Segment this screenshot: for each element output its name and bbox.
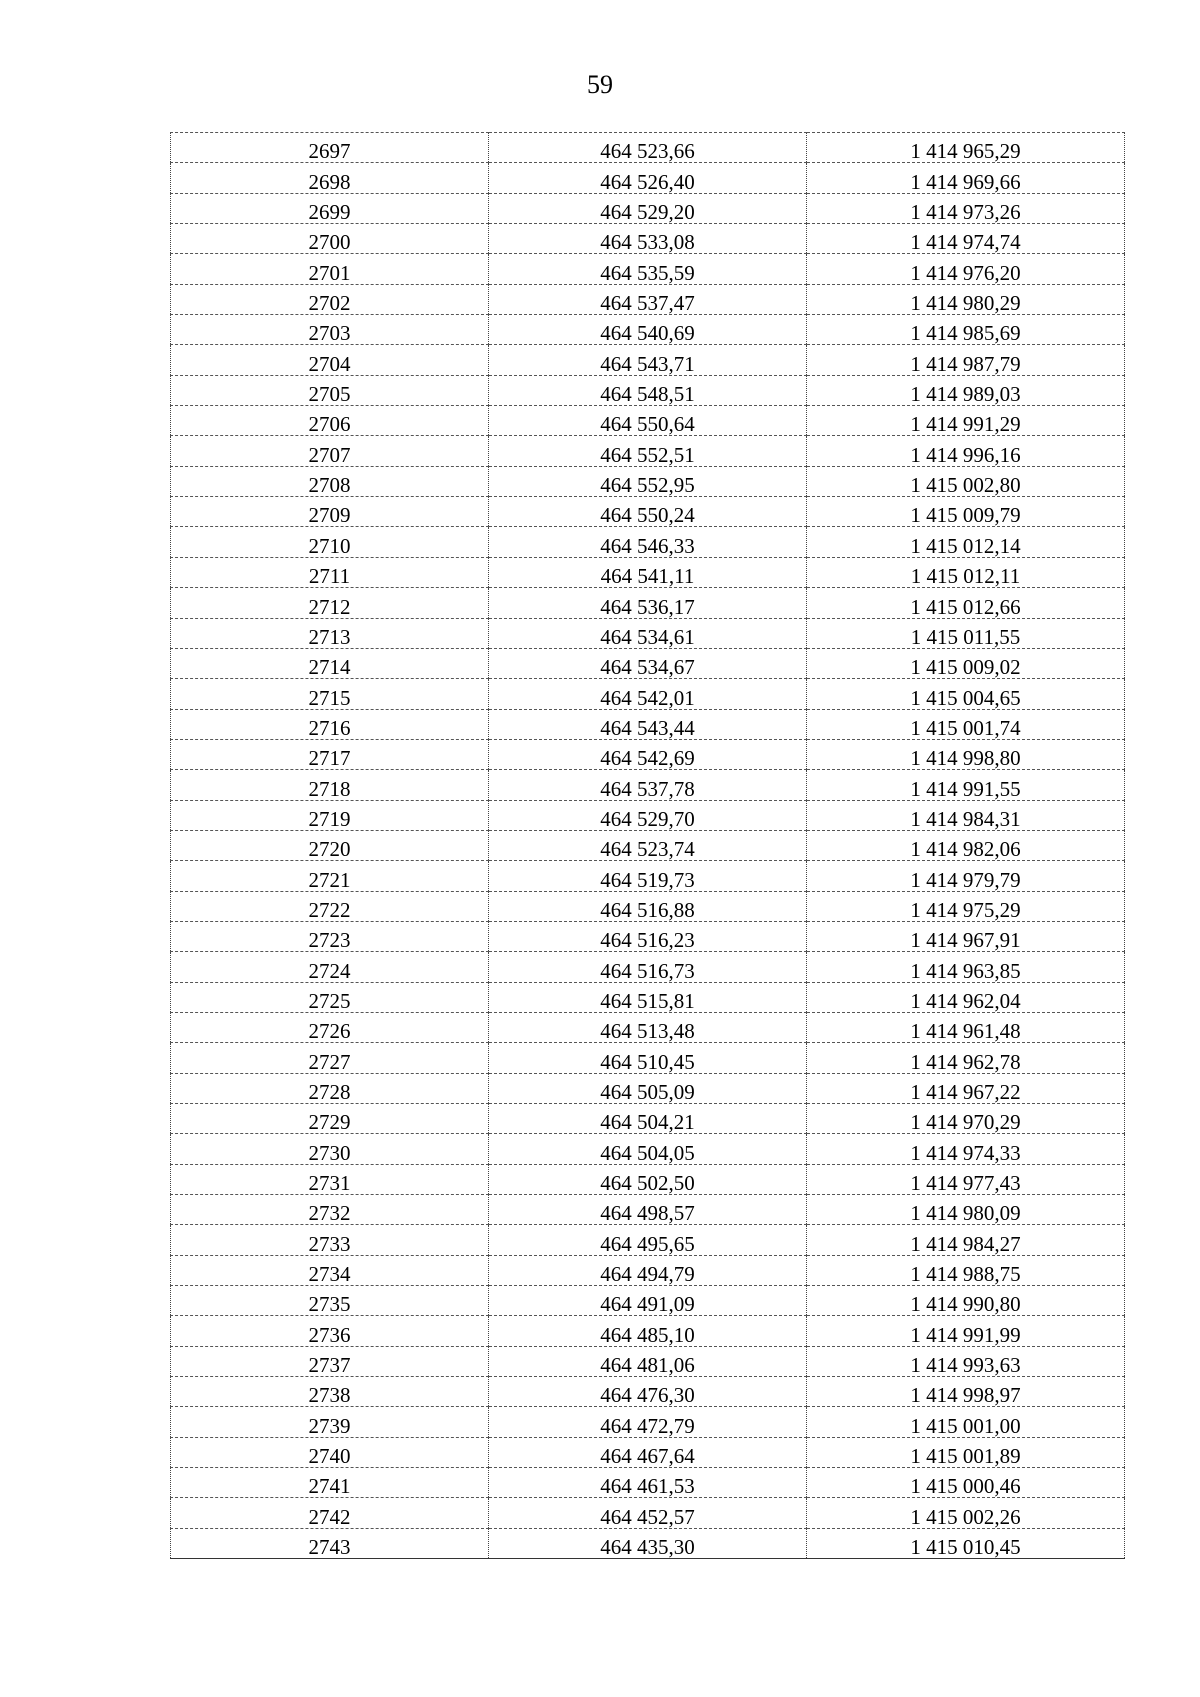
y-coordinate-cell: 1 414 963,85 (807, 952, 1125, 982)
x-coordinate-cell: 464 476,30 (489, 1377, 807, 1407)
point-number-cell: 2730 (171, 1134, 489, 1164)
point-number-cell: 2732 (171, 1195, 489, 1225)
table-row (171, 1407, 1125, 1437)
x-coordinate-cell: 464 529,20 (489, 193, 807, 223)
table-row (171, 557, 1125, 587)
table-row (171, 952, 1125, 982)
point-number-cell: 2700 (171, 224, 489, 254)
table-row (171, 1225, 1125, 1255)
x-coordinate-cell: 464 516,23 (489, 921, 807, 951)
x-coordinate-cell: 464 546,33 (489, 527, 807, 557)
point-number-cell: 2740 (171, 1437, 489, 1467)
y-coordinate-cell: 1 414 996,16 (807, 436, 1125, 466)
point-number-cell: 2725 (171, 982, 489, 1012)
y-coordinate-cell: 1 414 965,29 (807, 133, 1125, 163)
x-coordinate-cell: 464 543,71 (489, 345, 807, 375)
point-number-cell: 2728 (171, 1073, 489, 1103)
point-number-cell: 2722 (171, 891, 489, 921)
x-coordinate-cell: 464 534,61 (489, 618, 807, 648)
table-row (171, 1346, 1125, 1376)
x-coordinate-cell: 464 510,45 (489, 1043, 807, 1073)
table-row (171, 193, 1125, 223)
y-coordinate-cell: 1 414 993,63 (807, 1346, 1125, 1376)
y-coordinate-cell: 1 415 012,14 (807, 527, 1125, 557)
table-row (171, 1255, 1125, 1285)
y-coordinate-cell: 1 415 001,74 (807, 709, 1125, 739)
point-number-cell: 2735 (171, 1286, 489, 1316)
x-coordinate-cell: 464 537,47 (489, 284, 807, 314)
y-coordinate-cell: 1 414 967,22 (807, 1073, 1125, 1103)
point-number-cell: 2702 (171, 284, 489, 314)
x-coordinate-cell: 464 537,78 (489, 770, 807, 800)
point-number-cell: 2733 (171, 1225, 489, 1255)
point-number-cell: 2729 (171, 1104, 489, 1134)
y-coordinate-cell: 1 414 987,79 (807, 345, 1125, 375)
x-coordinate-cell: 464 548,51 (489, 375, 807, 405)
point-number-cell: 2717 (171, 739, 489, 769)
y-coordinate-cell: 1 415 001,00 (807, 1407, 1125, 1437)
y-coordinate-cell: 1 414 970,29 (807, 1104, 1125, 1134)
table-row (171, 1468, 1125, 1498)
x-coordinate-cell: 464 534,67 (489, 648, 807, 678)
x-coordinate-cell: 464 542,69 (489, 739, 807, 769)
y-coordinate-cell: 1 414 984,31 (807, 800, 1125, 830)
point-number-cell: 2724 (171, 952, 489, 982)
point-number-cell: 2705 (171, 375, 489, 405)
x-coordinate-cell: 464 467,64 (489, 1437, 807, 1467)
y-coordinate-cell: 1 414 976,20 (807, 254, 1125, 284)
table-row (171, 1377, 1125, 1407)
x-coordinate-cell: 464 502,50 (489, 1164, 807, 1194)
table-row (171, 1012, 1125, 1042)
y-coordinate-cell: 1 414 962,78 (807, 1043, 1125, 1073)
point-number-cell: 2726 (171, 1012, 489, 1042)
table-row (171, 861, 1125, 891)
x-coordinate-cell: 464 452,57 (489, 1498, 807, 1528)
x-coordinate-cell: 464 542,01 (489, 679, 807, 709)
point-number-cell: 2721 (171, 861, 489, 891)
point-number-cell: 2714 (171, 648, 489, 678)
table-row (171, 770, 1125, 800)
point-number-cell: 2707 (171, 436, 489, 466)
point-number-cell: 2727 (171, 1043, 489, 1073)
y-coordinate-cell: 1 414 984,27 (807, 1225, 1125, 1255)
x-coordinate-cell: 464 529,70 (489, 800, 807, 830)
table-row (171, 679, 1125, 709)
y-coordinate-cell: 1 415 012,11 (807, 557, 1125, 587)
y-coordinate-cell: 1 414 989,03 (807, 375, 1125, 405)
x-coordinate-cell: 464 516,73 (489, 952, 807, 982)
point-number-cell: 2743 (171, 1528, 489, 1558)
table-row (171, 618, 1125, 648)
y-coordinate-cell: 1 414 990,80 (807, 1286, 1125, 1316)
y-coordinate-cell: 1 414 961,48 (807, 1012, 1125, 1042)
table-row (171, 739, 1125, 769)
table-row (171, 375, 1125, 405)
x-coordinate-cell: 464 498,57 (489, 1195, 807, 1225)
point-number-cell: 2718 (171, 770, 489, 800)
y-coordinate-cell: 1 414 991,55 (807, 770, 1125, 800)
point-number-cell: 2716 (171, 709, 489, 739)
x-coordinate-cell: 464 513,48 (489, 1012, 807, 1042)
point-number-cell: 2709 (171, 497, 489, 527)
table-row (171, 133, 1125, 163)
x-coordinate-cell: 464 516,88 (489, 891, 807, 921)
point-number-cell: 2701 (171, 254, 489, 284)
x-coordinate-cell: 464 504,05 (489, 1134, 807, 1164)
point-number-cell: 2742 (171, 1498, 489, 1528)
x-coordinate-cell: 464 526,40 (489, 163, 807, 193)
x-coordinate-cell: 464 485,10 (489, 1316, 807, 1346)
point-number-cell: 2710 (171, 527, 489, 557)
x-coordinate-cell: 464 552,95 (489, 466, 807, 496)
point-number-cell: 2699 (171, 193, 489, 223)
y-coordinate-cell: 1 414 985,69 (807, 315, 1125, 345)
x-coordinate-cell: 464 435,30 (489, 1528, 807, 1558)
table-row (171, 830, 1125, 860)
table-row (171, 891, 1125, 921)
table-row (171, 163, 1125, 193)
x-coordinate-cell: 464 519,73 (489, 861, 807, 891)
y-coordinate-cell: 1 414 991,99 (807, 1316, 1125, 1346)
x-coordinate-cell: 464 515,81 (489, 982, 807, 1012)
point-number-cell: 2697 (171, 133, 489, 163)
point-number-cell: 2706 (171, 406, 489, 436)
table-row (171, 497, 1125, 527)
point-number-cell: 2698 (171, 163, 489, 193)
point-number-cell: 2720 (171, 830, 489, 860)
point-number-cell: 2723 (171, 921, 489, 951)
x-coordinate-cell: 464 550,64 (489, 406, 807, 436)
table-row (171, 648, 1125, 678)
y-coordinate-cell: 1 414 980,09 (807, 1195, 1125, 1225)
coordinates-table (170, 132, 1125, 1559)
x-coordinate-cell: 464 533,08 (489, 224, 807, 254)
x-coordinate-cell: 464 461,53 (489, 1468, 807, 1498)
y-coordinate-cell: 1 414 980,29 (807, 284, 1125, 314)
y-coordinate-cell: 1 415 001,89 (807, 1437, 1125, 1467)
y-coordinate-cell: 1 414 967,91 (807, 921, 1125, 951)
y-coordinate-cell: 1 414 962,04 (807, 982, 1125, 1012)
table-row (171, 709, 1125, 739)
table-row (171, 1528, 1125, 1558)
x-coordinate-cell: 464 535,59 (489, 254, 807, 284)
point-number-cell: 2713 (171, 618, 489, 648)
table-row (171, 1043, 1125, 1073)
table-row (171, 406, 1125, 436)
y-coordinate-cell: 1 414 988,75 (807, 1255, 1125, 1285)
y-coordinate-cell: 1 414 969,66 (807, 163, 1125, 193)
y-coordinate-cell: 1 415 009,02 (807, 648, 1125, 678)
x-coordinate-cell: 464 552,51 (489, 436, 807, 466)
table-row (171, 921, 1125, 951)
y-coordinate-cell: 1 414 998,80 (807, 739, 1125, 769)
table-row (171, 1316, 1125, 1346)
y-coordinate-cell: 1 415 004,65 (807, 679, 1125, 709)
table-row (171, 982, 1125, 1012)
y-coordinate-cell: 1 414 991,29 (807, 406, 1125, 436)
table-row (171, 254, 1125, 284)
y-coordinate-cell: 1 414 975,29 (807, 891, 1125, 921)
point-number-cell: 2738 (171, 1377, 489, 1407)
point-number-cell: 2734 (171, 1255, 489, 1285)
y-coordinate-cell: 1 415 011,55 (807, 618, 1125, 648)
table-row (171, 224, 1125, 254)
table-row (171, 436, 1125, 466)
y-coordinate-cell: 1 415 012,66 (807, 588, 1125, 618)
point-number-cell: 2736 (171, 1316, 489, 1346)
point-number-cell: 2712 (171, 588, 489, 618)
y-coordinate-cell: 1 414 998,97 (807, 1377, 1125, 1407)
x-coordinate-cell: 464 494,79 (489, 1255, 807, 1285)
x-coordinate-cell: 464 481,06 (489, 1346, 807, 1376)
y-coordinate-cell: 1 415 009,79 (807, 497, 1125, 527)
x-coordinate-cell: 464 491,09 (489, 1286, 807, 1316)
y-coordinate-cell: 1 414 974,74 (807, 224, 1125, 254)
table-row (171, 588, 1125, 618)
x-coordinate-cell: 464 550,24 (489, 497, 807, 527)
point-number-cell: 2731 (171, 1164, 489, 1194)
y-coordinate-cell: 1 415 002,26 (807, 1498, 1125, 1528)
table-row (171, 284, 1125, 314)
table-row (171, 1195, 1125, 1225)
x-coordinate-cell: 464 541,11 (489, 557, 807, 587)
point-number-cell: 2711 (171, 557, 489, 587)
table-row (171, 466, 1125, 496)
point-number-cell: 2703 (171, 315, 489, 345)
table-row (171, 315, 1125, 345)
table-row (171, 1498, 1125, 1528)
point-number-cell: 2719 (171, 800, 489, 830)
point-number-cell: 2704 (171, 345, 489, 375)
y-coordinate-cell: 1 415 002,80 (807, 466, 1125, 496)
point-number-cell: 2708 (171, 466, 489, 496)
point-number-cell: 2739 (171, 1407, 489, 1437)
y-coordinate-cell: 1 414 974,33 (807, 1134, 1125, 1164)
table-row (171, 1286, 1125, 1316)
y-coordinate-cell: 1 414 977,43 (807, 1164, 1125, 1194)
x-coordinate-cell: 464 536,17 (489, 588, 807, 618)
x-coordinate-cell: 464 523,66 (489, 133, 807, 163)
x-coordinate-cell: 464 504,21 (489, 1104, 807, 1134)
table-row (171, 1134, 1125, 1164)
table-row (171, 800, 1125, 830)
x-coordinate-cell: 464 472,79 (489, 1407, 807, 1437)
point-number-cell: 2741 (171, 1468, 489, 1498)
table-row (171, 527, 1125, 557)
y-coordinate-cell: 1 415 010,45 (807, 1528, 1125, 1558)
page-number: 59 (587, 70, 613, 99)
table-row (171, 345, 1125, 375)
point-number-cell: 2715 (171, 679, 489, 709)
x-coordinate-cell: 464 543,44 (489, 709, 807, 739)
y-coordinate-cell: 1 414 973,26 (807, 193, 1125, 223)
table-row (171, 1164, 1125, 1194)
x-coordinate-cell: 464 540,69 (489, 315, 807, 345)
table-row (171, 1073, 1125, 1103)
coordinates-table-body (171, 133, 1125, 1559)
table-row (171, 1437, 1125, 1467)
y-coordinate-cell: 1 414 982,06 (807, 830, 1125, 860)
y-coordinate-cell: 1 414 979,79 (807, 861, 1125, 891)
point-number-cell: 2737 (171, 1346, 489, 1376)
x-coordinate-cell: 464 505,09 (489, 1073, 807, 1103)
table-row (171, 1104, 1125, 1134)
x-coordinate-cell: 464 495,65 (489, 1225, 807, 1255)
y-coordinate-cell: 1 415 000,46 (807, 1468, 1125, 1498)
x-coordinate-cell: 464 523,74 (489, 830, 807, 860)
